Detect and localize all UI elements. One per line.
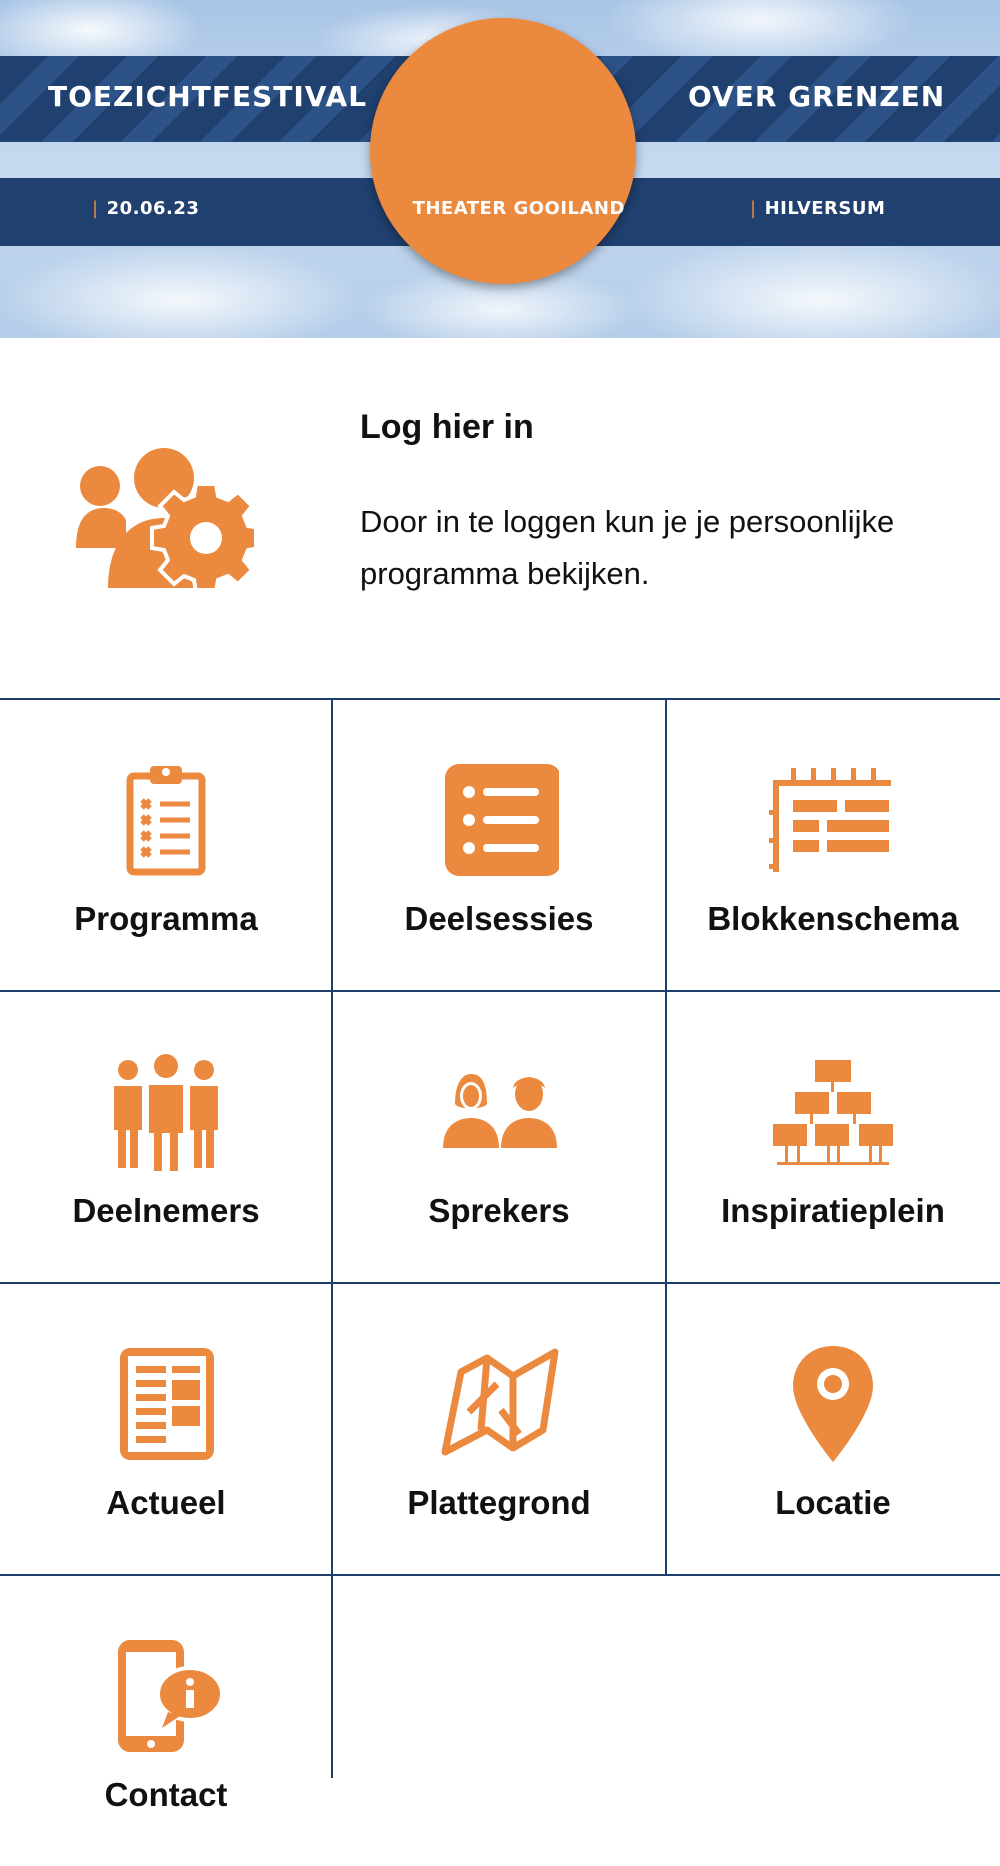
login-description: Door in te loggen kun je je persoonlijke programma bekijken. <box>360 504 895 591</box>
user-gear-icon <box>74 448 254 588</box>
clipboard-checklist-icon <box>106 760 226 880</box>
tile-label: Contact <box>104 1776 228 1813</box>
phone-info-icon <box>106 1636 226 1756</box>
banner-title-left: TOEZICHTFESTIVAL <box>48 80 368 113</box>
tile-deelnemers[interactable] <box>0 992 332 1282</box>
header-banner <box>0 0 1000 338</box>
login-section[interactable] <box>0 338 1000 698</box>
tile-programma[interactable] <box>0 700 332 990</box>
tile-label: Deelsessies <box>404 900 594 937</box>
tile-deelsessies[interactable] <box>333 700 665 990</box>
group-people-icon <box>106 1052 226 1172</box>
boards-icon <box>773 1052 893 1172</box>
tile-sprekers[interactable] <box>333 992 665 1282</box>
login-title[interactable]: Log hier in <box>360 408 534 446</box>
tile-inspiratieplein[interactable] <box>667 992 999 1282</box>
banner-venue: | THEATER GOOILAND <box>398 198 625 219</box>
news-icon <box>106 1344 226 1464</box>
tile-label: Deelnemers <box>72 1192 260 1229</box>
tile-actueel[interactable] <box>0 1284 332 1574</box>
map-icon <box>439 1344 559 1464</box>
tile-locatie[interactable] <box>667 1284 999 1574</box>
tile-label: Locatie <box>775 1484 891 1521</box>
tile-blokkenschema[interactable] <box>667 700 999 990</box>
banner-date: | 20.06.23 <box>92 198 200 219</box>
tile-label: Plattegrond <box>407 1484 591 1521</box>
schedule-grid-icon <box>769 760 893 880</box>
speakers-icon <box>439 1052 559 1172</box>
tile-contact[interactable] <box>0 1576 332 1866</box>
tile-plattegrond[interactable] <box>333 1284 665 1574</box>
banner-logo-circle <box>370 18 636 284</box>
location-pin-icon <box>773 1344 893 1464</box>
banner-city: | HILVERSUM <box>750 198 886 219</box>
tile-label: Blokkenschema <box>707 900 959 937</box>
banner-title-right: OVER GRENZEN <box>688 80 946 113</box>
list-icon <box>439 760 559 880</box>
tile-label: Programma <box>74 900 258 937</box>
tile-label: Inspiratieplein <box>721 1192 945 1229</box>
tile-label: Sprekers <box>428 1192 570 1229</box>
tile-label: Actueel <box>106 1484 226 1521</box>
